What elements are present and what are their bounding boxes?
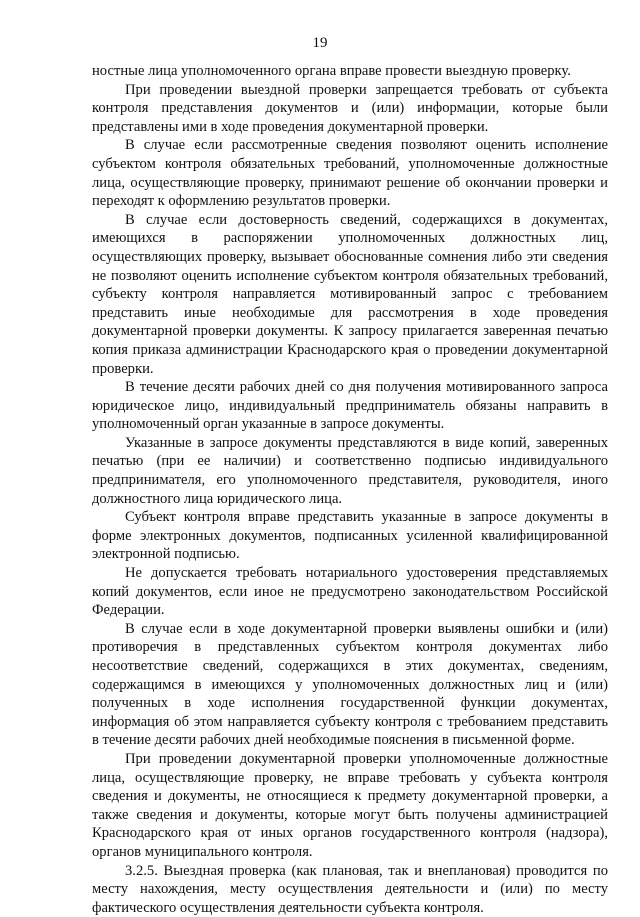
paragraph-errors-contradictions: В случае если в ходе документарной проверки выявлены ошибки и (или) противоречия в представленных субъектом контроля документах либо несоответствие сведений, содержащихся в этих документах, сведениям, содержащимся в имеющихся у уполномоченных должностных лиц и (или) полученных в ходе исполнения государственной функции документах, информация об этом направляется субъекту контроля с требованием представить в течение десяти рабочих дней необходимые пояснения в письменной форме. — [92, 620, 608, 749]
paragraph-section-3-2-5: 3.2.5. Выездная проверка (как плановая, так и внеплановая) проводится по месту нахождения, месту осуществления деятельности и (или) по месту фактического осуществления деятельности субъекта контроля. — [92, 862, 608, 916]
paragraph-motivated-request: В случае если достоверность сведений, содержащихся в документах, имеющихся в распоряжении уполномоченных должностных лиц, осуществляющих проверку, вызывает обоснованные сомнения либо эти сведения не позволяют оценить исполнение субъектом контроля обязательных требований, субъекту контроля направляется мотивированный запрос с требованием представить иные необходимые для рассмотрения в ходе проведения документарной проверки документы. К запросу прилагается заверенная печатью копия приказа администрации Краснодарского края о проведении документарной проверки. — [92, 211, 608, 377]
document-body — [92, 62, 608, 917]
paragraph-ten-day-deadline: В течение десяти рабочих дней со дня получения мотивированного запроса юридическое лицо, индивидуальный предприниматель обязаны направить в уполномоченный орган указанные в запросе документы. — [92, 379, 608, 433]
paragraph-electronic-documents: Субъект контроля вправе представить указанные в запросе документы в форме электронных документов, подписанных усиленной квалифицированной электронной подписью. — [92, 509, 608, 563]
paragraph-onsite-inspection-prohibition: При проведении выездной проверки запрещается требовать от субъекта контроля представления документов и (или) информации, которые были представлены ими в ходе проведения документарной проверки. — [92, 81, 608, 135]
paragraph-request-restrictions: При проведении документарной проверки уполномоченные должностные лица, осуществляющие проверку, не вправе требовать у субъекта контроля сведения и документы, не относящиеся к предмету документарной проверки, а также сведения и документы, которые могут быть получены администрацией Краснодарского края от иных органов государственного контроля (надзора), органов муниципального контроля. — [92, 750, 608, 860]
paragraph-inspection-completion: В случае если рассмотренные сведения позволяют оценить исполнение субъектом контроля обязательных требований, уполномоченные должностные лица, осуществляющие проверку, принимают решение об окончании проверки и переходят к оформлению результатов проверки. — [92, 137, 608, 210]
paragraph-notarization-prohibited: Не допускается требовать нотариального удостоверения представляемых копий документов, если иное не предусмотрено законодательством Российской Федерации. — [92, 565, 608, 619]
page-number: 19 — [312, 35, 328, 51]
paragraph-continuation: ностные лица уполномоченного органа вправе провести выездную проверку. — [92, 63, 571, 79]
paragraph-certified-copies: Указанные в запросе документы представляются в виде копий, заверенных печатью (при ее наличии) и соответственно подписью индивидуального предпринимателя, его уполномоченного представителя, руководителя, иного должностного лица юридического лица. — [92, 434, 608, 507]
